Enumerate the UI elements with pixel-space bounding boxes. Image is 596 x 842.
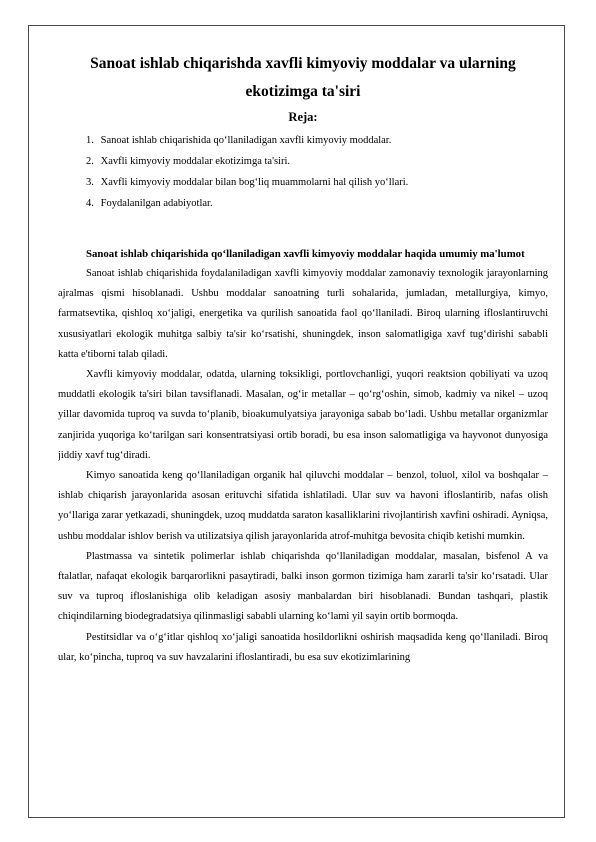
plan-item-number: 2. — [86, 156, 94, 167]
plan-item — [86, 193, 548, 214]
section-heading: Sanoat ishlab chiqarishida qo‘llaniladigan xavfli kimyoviy moddalar haqida umumiy ma'lumot — [86, 248, 525, 260]
plan-item-number: 4. — [86, 198, 94, 209]
plan-item-text: Xavfli kimyoviy moddalar ekotizimga ta'siri. — [100, 156, 291, 167]
body-paragraph: Kimyo sanoatida keng qo‘llaniladigan organik hal qiluvchi moddalar – benzol, toluol, xilol va boshqalar – ishlab chiqarish jarayonlarida asosan erituvchi sifatida ishlatiladi. Ular suv va havoni ifloslantirib, nafas olish yo‘llariga zarar yetkazadi, shuningdek, uzoq muddatda saraton kasalliklarini rivojlantirish xavfini oshiradi. Ayniqsa, ushbu moddalar ishlov berish va utilizatsiya qilish jarayonlarida atrof-muhitga bevosita chiqib ketishi mumkin. — [58, 470, 548, 542]
plan-item-text: Sanoat ishlab chiqarishida qo‘llaniladigan xavfli kimyoviy moddalar. — [100, 135, 392, 146]
body-paragraph: Sanoat ishlab chiqarishida foydalaniladigan xavfli kimyoviy moddalar zamonaviy texnologik jarayonlarning ajralmas qismi hisoblanadi. Ushbu moddalar sanoatning turli sohalarida, jumladan, metallurgiya, kimyo, farmatsevtika, qishloq xo‘jaligi, energetika va qurilish sanoatida faol qo‘llaniladi. Biroq ularning ifloslantiruvchi xususiyatlari ekologik muhitga salbiy ta'sir ko‘rsatishi, shuningdek, inson salomatligiga xavf tug‘dirishi sababli katta e'tiborni talab qiladi. — [58, 268, 548, 360]
body-paragraph: Xavfli kimyoviy moddalar, odatda, ularning toksikligi, portlovchanligi, yuqori reaktsion qobiliyati va uzoq muddatli ekologik ta'siri bilan tavsiflanadi. Masalan, og‘ir metallar – qo‘rg‘oshin, simob, kadmiy va nikel – uzoq yillar davomida tuproq va suvda to‘planib, bioakumulyatsiya jarayoniga sabab bo‘ladi. Ushbu metallar organizmlar zanjirida yuqoriga ko‘tarilgan sari konsentratsiyasi ortib boradi, bu esa inson salomatligiga va hayvonot dunyosiga jiddiy xavf tug‘diradi. — [58, 369, 548, 461]
plan-item — [86, 130, 548, 151]
plan-item-text: Xavfli kimyoviy moddalar bilan bog‘liq muammolarni hal qilish yo‘llari. — [100, 177, 409, 188]
plan-item-number: 3. — [86, 177, 94, 188]
plan-item — [86, 151, 548, 172]
body-paragraph: Pestitsidlar va o‘g‘itlar qishloq xo‘jaligi sanoatida hosildorlikni oshirish maqsadida keng qo‘llaniladi. Biroq ular, ko‘pincha, tuproq va suv havzalarini ifloslantiradi, bu esa suv ekotizimlarining — [58, 631, 548, 663]
document-body — [58, 50, 548, 820]
section-gap — [58, 214, 548, 244]
body-paragraph: Plastmassa va sintetik polimerlar ishlab chiqarishda qo‘llaniladigan moddalar, masalan, bisfenol A va ftalatlar, nafaqat ekologik barqarorlikni pasaytiradi, balki inson gormon tizimiga ham zararli ta'sir ko‘rsatadi. Ular suv va tuproq ifloslanishiga olib keladigan asosiy manbalardan biri hisoblanadi. Bundan tashqari, plastik chiqindilarning biodegradatsiya qilinmasligi sababli ularning ko‘lami yil sayin ortib bormoqda. — [58, 550, 548, 623]
plan-item-number: 1. — [86, 135, 94, 146]
plan-item-text: Foydalanilgan adabiyotlar. — [100, 198, 213, 209]
plan-item — [86, 172, 548, 193]
document-title: Sanoat ishlab chiqarishda xavfli kimyoviy moddalar va ularning ekotizimga ta'siri — [90, 55, 516, 100]
plan-heading: Reja: — [288, 110, 318, 124]
plan-list — [58, 130, 548, 214]
